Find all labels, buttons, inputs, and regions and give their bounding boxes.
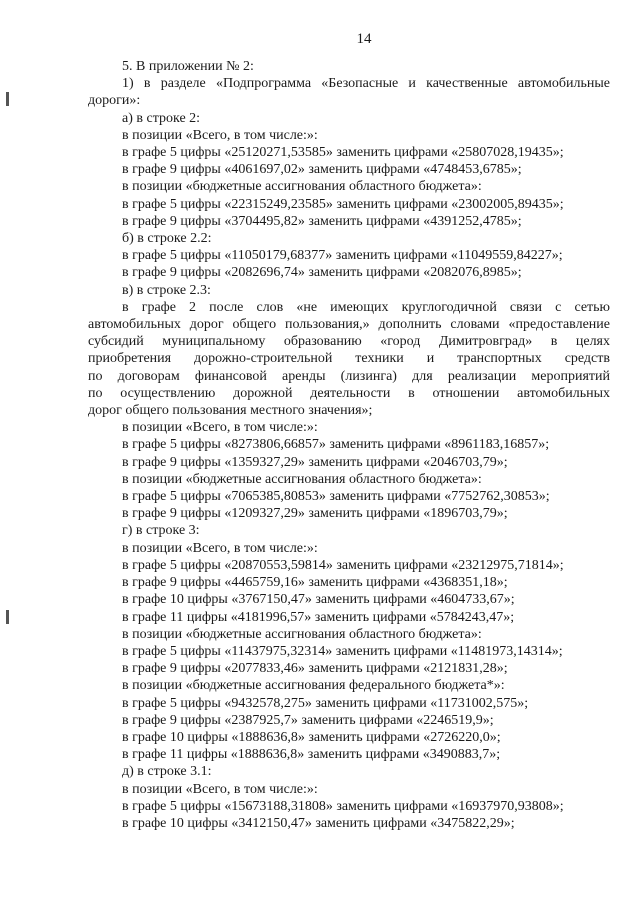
text-line: в графе 11 цифры «4181996,57» заменить цифрами «5784243,47»; xyxy=(122,609,515,625)
text-line: а) в строке 2: xyxy=(122,110,201,126)
text-line: в графе 10 цифры «3412150,47» заменить цифрами «3475822,29»; xyxy=(122,815,515,831)
text-line: в графе 5 цифры «15673188,31808» заменить цифрами «16937970,93808»; xyxy=(122,798,564,814)
text-line: в позиции «бюджетные ассигнования федерального бюджета*»: xyxy=(122,678,505,694)
text-line: по осуществлению дорожной деятельности в отношении автомобильных xyxy=(88,385,610,401)
text-line: в графе 5 цифры «11437975,32314» заменить цифрами «11481973,14314»; xyxy=(122,643,563,659)
text-line: в позиции «бюджетные ассигнования областного бюджета»: xyxy=(122,626,482,642)
text-line: 5. В приложении № 2: xyxy=(122,59,254,74)
text-line: в графе 9 цифры «3704495,82» заменить цифрами «4391252,4785»; xyxy=(122,213,522,229)
text-line: в графе 9 цифры «1359327,29» заменить цифрами «2046703,79»; xyxy=(122,454,508,470)
text-line: в графе 5 цифры «9432578,275» заменить цифрами «11731002,575»; xyxy=(122,695,529,711)
page-number: 14 xyxy=(356,31,372,47)
text-line: в позиции «бюджетные ассигнования областного бюджета»: xyxy=(122,471,482,487)
text-line: в позиции «бюджетные ассигнования областного бюджета»: xyxy=(122,179,482,195)
text-line: 1) в разделе «Подпрограмма «Безопасные и качественные автомобильные xyxy=(122,76,610,92)
text-line: в графе 5 цифры «8273806,66857» заменить цифрами «8961183,16857»; xyxy=(122,437,550,453)
text-line: в) в строке 2.3: xyxy=(122,282,211,298)
scan-edge-mark xyxy=(6,92,9,106)
text-line: г) в строке 3: xyxy=(122,523,200,539)
text-line: в позиции «Всего, в том числе:»: xyxy=(122,127,318,143)
text-line: в графе 9 цифры «2387925,7» заменить цифрами «2246519,9»; xyxy=(122,712,494,728)
text-line: б) в строке 2.2: xyxy=(122,231,212,247)
text-line: в графе 5 цифры «25120271,53585» заменить цифрами «25807028,19435»; xyxy=(122,145,564,161)
text-line: в графе 5 цифры «22315249,23585» заменить цифрами «23002005,89435»; xyxy=(122,196,564,212)
text-line: в графе 2 после слов «не имеющих круглогодичной связи с сетью xyxy=(122,299,610,315)
text-line: приобретения дорожно-строительной техники и транспортных средств xyxy=(88,351,610,367)
text-line: в графе 10 цифры «3767150,47» заменить цифрами «4604733,67»; xyxy=(122,592,515,608)
text-line: по договорам финансовой аренды (лизинга) для реализации мероприятий xyxy=(88,368,610,384)
text-line: в графе 9 цифры «2077833,46» заменить цифрами «2121831,28»; xyxy=(122,661,508,677)
text-line: в графе 9 цифры «2082696,74» заменить цифрами «2082076,8985»; xyxy=(122,265,522,281)
text-line: в графе 10 цифры «1888636,8» заменить цифрами «2726220,0»; xyxy=(122,729,501,745)
document-body xyxy=(88,58,610,832)
text-line: д) в строке 3.1: xyxy=(122,764,212,780)
text-line: в графе 5 цифры «7065385,80853» заменить цифрами «7752762,30853»; xyxy=(122,489,550,505)
text-line: автомобильных дорог общего пользования,» дополнить словами «предоставление xyxy=(88,317,610,333)
text-line: в графе 9 цифры «4465759,16» заменить цифрами «4368351,18»; xyxy=(122,575,508,591)
text-line: в позиции «Всего, в том числе:»: xyxy=(122,540,318,556)
text-line: в позиции «Всего, в том числе:»: xyxy=(122,420,318,436)
scan-edge-mark xyxy=(6,610,9,624)
text-line: в графе 9 цифры «1209327,29» заменить цифрами «1896703,79»; xyxy=(122,506,508,522)
text-line: субсидий муниципальному образованию «город Димитровград» в целях xyxy=(88,334,610,350)
text-line: в графе 9 цифры «4061697,02» заменить цифрами «4748453,6785»; xyxy=(122,162,522,178)
text-line: в позиции «Всего, в том числе:»: xyxy=(122,781,318,797)
text-line: в графе 5 цифры «20870553,59814» заменить цифрами «23212975,71814»; xyxy=(122,557,564,573)
text-line: дорог общего пользования местного значения»; xyxy=(88,403,373,419)
text-line: дороги»: xyxy=(88,93,141,109)
text-line: в графе 11 цифры «1888636,8» заменить цифрами «3490883,7»; xyxy=(122,747,501,763)
text-line: в графе 5 цифры «11050179,68377» заменить цифрами «11049559,84227»; xyxy=(122,248,563,264)
